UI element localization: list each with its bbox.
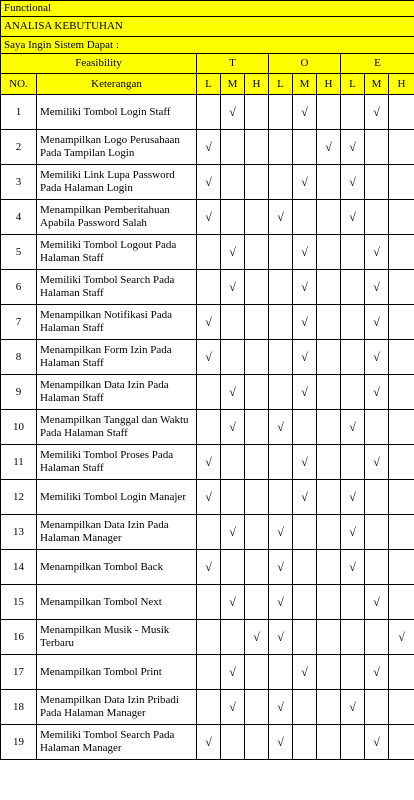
check-mark-t-l: √ [197, 725, 221, 760]
cell-t-l [197, 585, 221, 620]
header-row-sub [1, 74, 414, 95]
cell-e-h [389, 270, 414, 305]
cell-o-h [317, 340, 341, 375]
cell-e-h [389, 585, 414, 620]
cell-o-l [269, 130, 293, 165]
no-header: NO. [1, 74, 37, 95]
row-number: 8 [1, 340, 37, 375]
check-mark-t-m: √ [221, 585, 245, 620]
check-mark-e-m: √ [365, 725, 389, 760]
row-keterangan: Memiliki Tombol Logout Pada Halaman Staff [37, 235, 197, 270]
cell-o-m [293, 550, 317, 585]
row-number: 15 [1, 585, 37, 620]
table-row [1, 585, 414, 620]
cell-o-h [317, 550, 341, 585]
check-mark-t-m: √ [221, 690, 245, 725]
table-row [1, 550, 414, 585]
row-number: 10 [1, 410, 37, 445]
row-number: 16 [1, 620, 37, 655]
cell-e-l [341, 725, 365, 760]
cell-t-h [245, 340, 269, 375]
cell-e-m [365, 200, 389, 235]
table-row [1, 235, 414, 270]
row-number: 6 [1, 270, 37, 305]
header-row-groups [1, 54, 414, 74]
cell-e-l [341, 235, 365, 270]
check-mark-t-l: √ [197, 550, 221, 585]
check-mark-t-l: √ [197, 445, 221, 480]
cell-o-h [317, 585, 341, 620]
cell-t-h [245, 270, 269, 305]
sub-header-o-m: M [293, 74, 317, 95]
cell-e-h [389, 340, 414, 375]
sub-header-t-l: L [197, 74, 221, 95]
row-keterangan: Memiliki Tombol Proses Pada Halaman Staff [37, 445, 197, 480]
check-mark-o-l: √ [269, 690, 293, 725]
row-keterangan: Menampilkan Musik - Musik Terbaru [37, 620, 197, 655]
check-mark-o-l: √ [269, 725, 293, 760]
check-mark-e-m: √ [365, 445, 389, 480]
table-row [1, 480, 414, 515]
row-keterangan: Menampilkan Logo Perusahaan Pada Tampilan Login [37, 130, 197, 165]
cell-o-l [269, 480, 293, 515]
cell-o-m [293, 620, 317, 655]
cell-t-m [221, 130, 245, 165]
cell-e-h [389, 445, 414, 480]
group-header-o: O [269, 54, 341, 74]
check-mark-t-h: √ [245, 620, 269, 655]
cell-t-h [245, 375, 269, 410]
sub-header-o-l: L [269, 74, 293, 95]
cell-t-m [221, 620, 245, 655]
row-keterangan: Menampilkan Tanggal dan Waktu Pada Halaman Staff [37, 410, 197, 445]
check-mark-o-m: √ [293, 165, 317, 200]
table-row [1, 690, 414, 725]
cell-o-l [269, 235, 293, 270]
table-row [1, 515, 414, 550]
check-mark-o-h: √ [317, 130, 341, 165]
check-mark-e-h: √ [389, 620, 414, 655]
cell-t-h [245, 655, 269, 690]
row-number: 17 [1, 655, 37, 690]
row-number: 9 [1, 375, 37, 410]
row-keterangan: Memiliki Tombol Login Manajer [37, 480, 197, 515]
row-number: 11 [1, 445, 37, 480]
cell-e-h [389, 725, 414, 760]
table-row [1, 200, 414, 235]
cell-o-h [317, 690, 341, 725]
table-row [1, 165, 414, 200]
cell-o-h [317, 95, 341, 130]
cell-t-l [197, 620, 221, 655]
cell-t-h [245, 585, 269, 620]
cell-e-h [389, 410, 414, 445]
row-keterangan: Menampilkan Notifikasi Pada Halaman Staff [37, 305, 197, 340]
table-row [1, 620, 414, 655]
check-mark-e-l: √ [341, 480, 365, 515]
sub-header-e-m: M [365, 74, 389, 95]
row-number: 2 [1, 130, 37, 165]
cell-t-h [245, 235, 269, 270]
cell-t-h [245, 480, 269, 515]
cell-t-l [197, 410, 221, 445]
sub-header-t-m: M [221, 74, 245, 95]
cell-t-l [197, 270, 221, 305]
cell-t-l [197, 655, 221, 690]
sub-header-e-h: H [389, 74, 414, 95]
check-mark-t-m: √ [221, 515, 245, 550]
check-mark-t-l: √ [197, 130, 221, 165]
cell-o-h [317, 620, 341, 655]
cell-e-h [389, 550, 414, 585]
sub-header-e-l: L [341, 74, 365, 95]
cell-o-h [317, 235, 341, 270]
row-number: 7 [1, 305, 37, 340]
cell-e-m [365, 130, 389, 165]
row-number: 13 [1, 515, 37, 550]
cell-o-h [317, 200, 341, 235]
banner-row-functional [1, 1, 414, 17]
check-mark-o-m: √ [293, 340, 317, 375]
cell-t-l [197, 375, 221, 410]
cell-t-h [245, 515, 269, 550]
check-mark-o-l: √ [269, 620, 293, 655]
cell-o-h [317, 515, 341, 550]
cell-t-m [221, 165, 245, 200]
check-mark-t-l: √ [197, 340, 221, 375]
row-number: 3 [1, 165, 37, 200]
check-mark-t-l: √ [197, 200, 221, 235]
banner-row-saya-ingin [1, 37, 414, 54]
cell-t-m [221, 340, 245, 375]
check-mark-e-l: √ [341, 690, 365, 725]
check-mark-t-l: √ [197, 165, 221, 200]
check-mark-t-l: √ [197, 480, 221, 515]
check-mark-e-l: √ [341, 200, 365, 235]
banner-row-analisa [1, 17, 414, 37]
cell-o-l [269, 270, 293, 305]
cell-t-m [221, 550, 245, 585]
cell-t-m [221, 305, 245, 340]
cell-e-l [341, 445, 365, 480]
cell-e-m [365, 410, 389, 445]
check-mark-o-m: √ [293, 95, 317, 130]
cell-e-l [341, 270, 365, 305]
cell-t-h [245, 690, 269, 725]
cell-e-l [341, 375, 365, 410]
row-keterangan: Menampilkan Tombol Back [37, 550, 197, 585]
table-row [1, 445, 414, 480]
row-keterangan: Menampilkan Data Izin Pribadi Pada Halaman Manager [37, 690, 197, 725]
cell-e-h [389, 200, 414, 235]
row-number: 4 [1, 200, 37, 235]
row-number: 14 [1, 550, 37, 585]
cell-e-h [389, 305, 414, 340]
cell-t-m [221, 480, 245, 515]
table-row [1, 270, 414, 305]
check-mark-t-m: √ [221, 95, 245, 130]
cell-o-h [317, 445, 341, 480]
cell-e-h [389, 375, 414, 410]
cell-t-l [197, 690, 221, 725]
check-mark-o-m: √ [293, 235, 317, 270]
cell-o-m [293, 130, 317, 165]
cell-e-m [365, 480, 389, 515]
sub-header-t-h: H [245, 74, 269, 95]
row-keterangan: Menampilkan Data Izin Pada Halaman Staff [37, 375, 197, 410]
banner-saya-ingin: Saya Ingin Sistem Dapat : [1, 37, 414, 54]
cell-o-h [317, 270, 341, 305]
table-row [1, 375, 414, 410]
cell-t-l [197, 515, 221, 550]
check-mark-e-m: √ [365, 340, 389, 375]
cell-o-h [317, 480, 341, 515]
check-mark-o-m: √ [293, 305, 317, 340]
cell-o-h [317, 410, 341, 445]
cell-t-h [245, 725, 269, 760]
check-mark-e-l: √ [341, 165, 365, 200]
row-keterangan: Menampilkan Form Izin Pada Halaman Staff [37, 340, 197, 375]
row-keterangan: Memiliki Tombol Search Pada Halaman Manager [37, 725, 197, 760]
row-number: 12 [1, 480, 37, 515]
check-mark-o-m: √ [293, 270, 317, 305]
cell-e-m [365, 690, 389, 725]
table-row [1, 95, 414, 130]
cell-t-h [245, 410, 269, 445]
cell-e-h [389, 235, 414, 270]
cell-e-h [389, 480, 414, 515]
group-header-e: E [341, 54, 414, 74]
row-keterangan: Menampilkan Data Izin Pada Halaman Manager [37, 515, 197, 550]
row-keterangan: Memiliki Tombol Search Pada Halaman Staff [37, 270, 197, 305]
cell-e-h [389, 655, 414, 690]
cell-o-h [317, 165, 341, 200]
check-mark-e-m: √ [365, 270, 389, 305]
cell-e-m [365, 550, 389, 585]
cell-o-m [293, 200, 317, 235]
cell-t-h [245, 445, 269, 480]
row-number: 18 [1, 690, 37, 725]
banner-analisa-kebutuhan: ANALISA KEBUTUHAN [1, 17, 414, 37]
row-keterangan: Menampilkan Pemberitahuan Apabila Password Salah [37, 200, 197, 235]
table-row [1, 725, 414, 760]
cell-o-h [317, 655, 341, 690]
cell-o-h [317, 725, 341, 760]
check-mark-t-m: √ [221, 270, 245, 305]
cell-o-m [293, 585, 317, 620]
cell-t-h [245, 95, 269, 130]
cell-e-l [341, 340, 365, 375]
check-mark-e-l: √ [341, 515, 365, 550]
check-mark-o-l: √ [269, 550, 293, 585]
row-keterangan: Memiliki Link Lupa Password Pada Halaman Login [37, 165, 197, 200]
cell-e-m [365, 620, 389, 655]
row-number: 5 [1, 235, 37, 270]
data-rows [1, 95, 414, 760]
cell-t-h [245, 165, 269, 200]
row-number: 19 [1, 725, 37, 760]
sub-header-o-h: H [317, 74, 341, 95]
cell-e-h [389, 515, 414, 550]
check-mark-o-m: √ [293, 375, 317, 410]
check-mark-e-m: √ [365, 305, 389, 340]
table-row [1, 410, 414, 445]
cell-e-l [341, 655, 365, 690]
check-mark-e-m: √ [365, 585, 389, 620]
cell-e-l [341, 95, 365, 130]
row-number: 1 [1, 95, 37, 130]
check-mark-o-l: √ [269, 515, 293, 550]
cell-t-m [221, 445, 245, 480]
cell-o-m [293, 410, 317, 445]
check-mark-o-m: √ [293, 655, 317, 690]
cell-e-l [341, 305, 365, 340]
cell-t-h [245, 305, 269, 340]
table-row [1, 655, 414, 690]
check-mark-o-l: √ [269, 200, 293, 235]
cell-o-l [269, 375, 293, 410]
keterangan-header: Keterangan [37, 74, 197, 95]
cell-t-h [245, 130, 269, 165]
cell-o-l [269, 340, 293, 375]
table-row [1, 305, 414, 340]
check-mark-e-l: √ [341, 130, 365, 165]
check-mark-e-m: √ [365, 655, 389, 690]
cell-e-l [341, 585, 365, 620]
cell-e-m [365, 515, 389, 550]
check-mark-t-m: √ [221, 655, 245, 690]
banner-functional: Functional [1, 1, 414, 17]
cell-t-h [245, 550, 269, 585]
check-mark-e-m: √ [365, 375, 389, 410]
cell-t-m [221, 725, 245, 760]
check-mark-o-m: √ [293, 445, 317, 480]
check-mark-t-m: √ [221, 375, 245, 410]
check-mark-e-m: √ [365, 235, 389, 270]
check-mark-o-m: √ [293, 480, 317, 515]
feasibility-header: Feasibility [1, 54, 197, 74]
row-keterangan: Menampilkan Tombol Next [37, 585, 197, 620]
check-mark-o-l: √ [269, 410, 293, 445]
group-header-t: T [197, 54, 269, 74]
table-row [1, 130, 414, 165]
cell-o-l [269, 305, 293, 340]
row-keterangan: Memiliki Tombol Login Staff [37, 95, 197, 130]
cell-e-h [389, 690, 414, 725]
table-row [1, 340, 414, 375]
cell-t-h [245, 200, 269, 235]
check-mark-e-l: √ [341, 410, 365, 445]
cell-e-h [389, 130, 414, 165]
check-mark-t-m: √ [221, 410, 245, 445]
cell-e-l [341, 620, 365, 655]
cell-t-l [197, 235, 221, 270]
cell-o-l [269, 655, 293, 690]
cell-o-l [269, 165, 293, 200]
check-mark-e-l: √ [341, 550, 365, 585]
cell-t-l [197, 95, 221, 130]
cell-o-h [317, 375, 341, 410]
cell-e-h [389, 165, 414, 200]
cell-o-m [293, 690, 317, 725]
cell-o-l [269, 445, 293, 480]
cell-o-h [317, 305, 341, 340]
check-mark-o-l: √ [269, 585, 293, 620]
cell-o-l [269, 95, 293, 130]
cell-o-m [293, 515, 317, 550]
cell-e-h [389, 95, 414, 130]
check-mark-t-m: √ [221, 235, 245, 270]
check-mark-e-m: √ [365, 95, 389, 130]
cell-e-m [365, 165, 389, 200]
cell-t-m [221, 200, 245, 235]
row-keterangan: Menampilkan Tombol Print [37, 655, 197, 690]
cell-o-m [293, 725, 317, 760]
check-mark-t-l: √ [197, 305, 221, 340]
